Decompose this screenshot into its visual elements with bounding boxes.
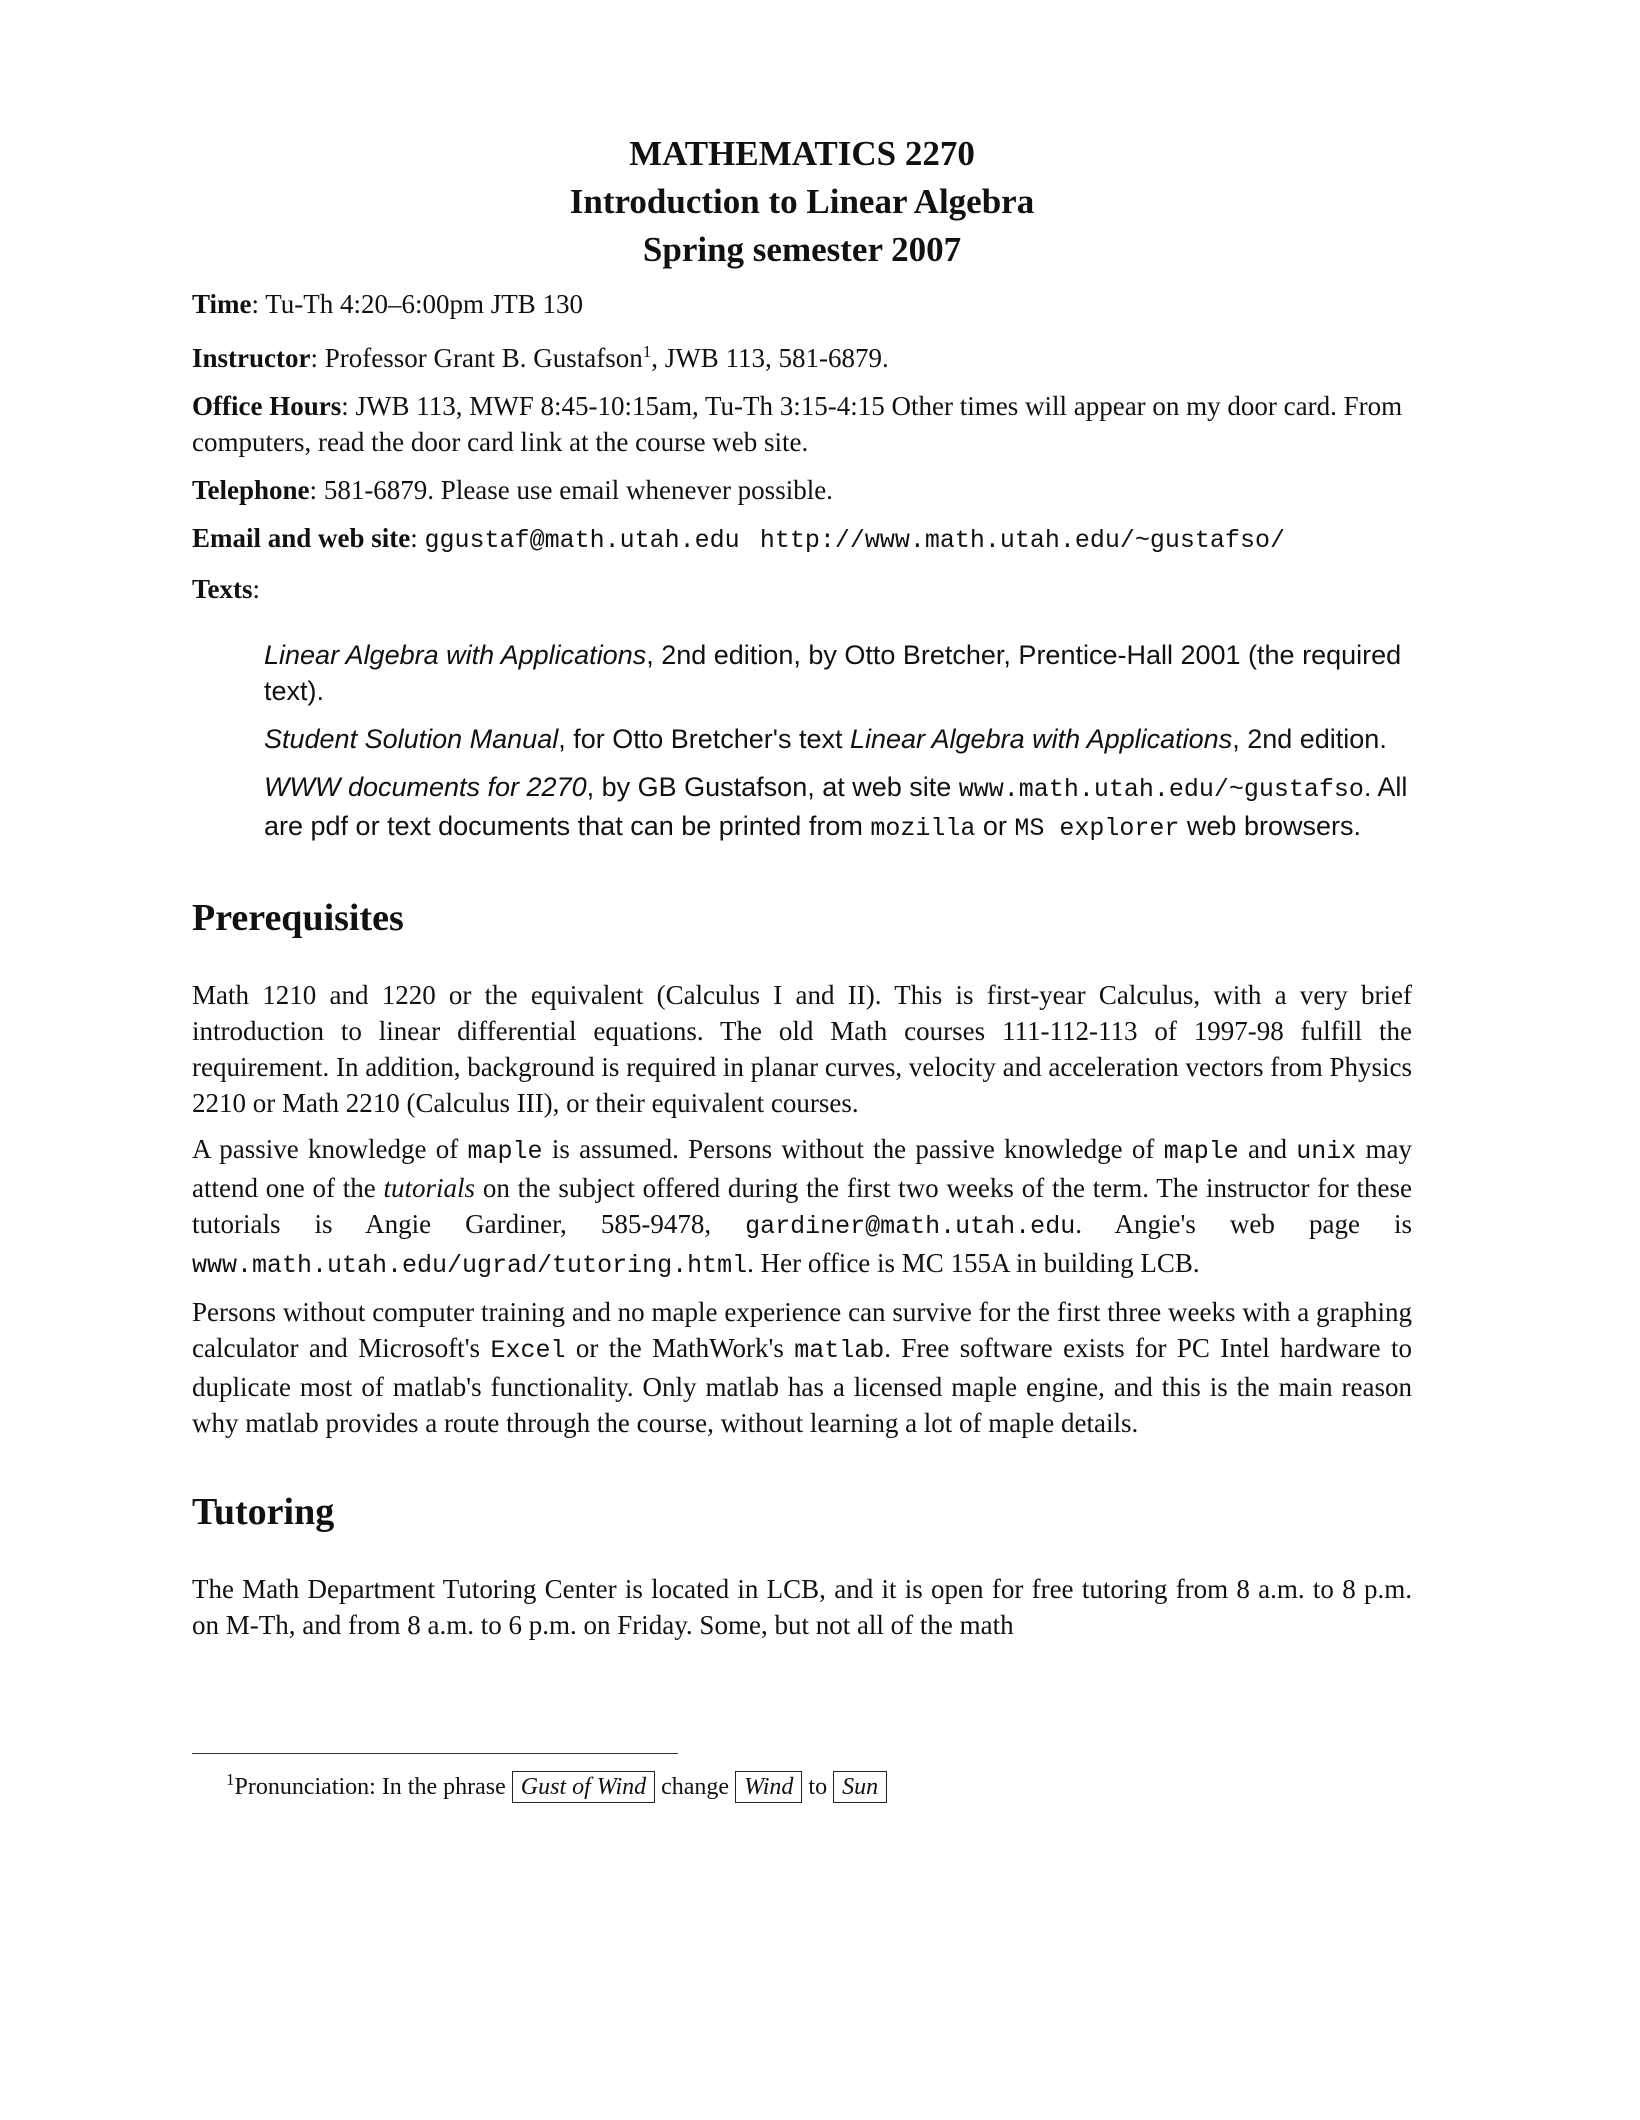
prerequisites-heading: Prerequisites [192,897,404,939]
book-details: or [975,811,1015,841]
book-title: Linear Algebra with Applications [264,640,647,670]
website-link[interactable]: http://www.math.utah.edu/~gustafso/ [759,526,1285,555]
book-details: . All are pdf or text documents that can be printed from [264,772,1408,841]
text-item-1 [264,637,1412,709]
tutoring-paragraph: The Math Department Tutoring Center is located in LCB, and it is open for free tutoring from 8 a.m. to 8 p.m. on M-Th, and from 8 a.m. to 6 p.m. on Friday. Some, but not all of the math [192,1574,1412,1640]
text-run: . Free software exists for PC Intel hardware to duplicate most of matlab's functionality. Only matlab has a licensed maple engine, and this is the main reason why matlab provides a route through the course, without learning a lot of maple details. [192,1333,1412,1438]
boxed-word: Sun [833,1771,887,1803]
tutoring-page-link[interactable]: www.math.utah.edu/ugrad/tutoring.html [192,1251,748,1280]
footnote-divider [192,1753,678,1754]
telephone-value: 581-6879. Please use email whenever possible. [323,475,833,505]
emphasis: tutorials [383,1173,476,1203]
code-term: maple [1163,1137,1239,1166]
email-link[interactable]: ggustaf@math.utah.edu [424,526,740,555]
telephone-field: Telephone: 581-6879. Please use email whenever possible. [192,475,833,505]
text-run: and [1238,1134,1297,1164]
browser-name: mozilla [870,814,976,843]
code-term: maple [467,1137,543,1166]
footnote [226,1762,887,1805]
texts-list [264,637,1412,847]
prereq-paragraph-2 [192,1131,1412,1284]
boxed-word: Wind [735,1771,802,1803]
book-title: WWW documents for 2270 [264,772,587,802]
email-web-label: Email and web site [192,523,411,553]
code-term: Excel [490,1336,566,1365]
email-web-field: Email and web site: ggustaf@math.utah.edu http://www.math.utah.edu/~gustafso/ [192,523,1285,555]
texts-field: Texts: [192,574,261,604]
course-site-link[interactable]: www.math.utah.edu/~gustafso [958,775,1364,804]
time-label: Time [192,289,252,319]
book-details: , for Otto Bretcher's text [558,724,850,754]
time-value: Tu-Th 4:20–6:00pm JTB 130 [265,289,584,319]
text-run: on the subject offered during the first two weeks of the term. The instructor for these tutorials is Angie Gardiner, 585-9478, [192,1173,1412,1239]
prereq-paragraph-1: Math 1210 and 1220 or the equivalent (Calculus I and II). This is first-year Calculus, with a very brief introduction to linear differential equations. The old Math courses 111-112-113 of 1997-98 fulfill the requirement. In addition, background is required in planar curves, velocity and acceleration vectors from Physics 2210 or Math 2210 (Calculus III), or their equivalent courses. [192,980,1412,1118]
semester: Spring semester 2007 [642,230,962,269]
time-field: Time: Tu-Th 4:20–6:00pm JTB 130 [192,289,584,319]
office-hours-field: Office Hours: JWB 113, MWF 8:45-10:15am, Tu-Th 3:15-4:15 Other times will appear on my door card. From computers, read the door card link at the course web site. [192,391,1403,457]
footnote-ref: 1 [642,342,652,361]
course-title: Introduction to Linear Algebra [569,182,1035,221]
book-details: web browsers. [1179,811,1361,841]
text-run: . Her office is MC 155A in building LCB. [747,1248,1200,1278]
instructor-label: Instructor [192,343,311,373]
book-details: , 2nd edition, by Otto Bretcher, Prentice-Hall 2001 (the required text). [264,640,1402,706]
browser-name: MS explorer [1014,814,1180,843]
code-term: unix [1296,1137,1357,1166]
instructor-field: Instructor: Professor Grant B. Gustafson$^1$, JWB 113, 581-6879. [192,342,889,373]
text-item-3 [264,769,1412,847]
book-details: , by GB Gustafson, at web site [586,772,959,802]
text-item-2 [264,721,1412,757]
tutor-email-link[interactable]: gardiner@math.utah.edu [745,1212,1076,1241]
code-term: matlab [794,1336,885,1365]
text-run: or the MathWork's [565,1333,795,1363]
footnote-text: to [802,1774,834,1800]
office-hours-label: Office Hours [192,391,342,421]
course-number: MATHEMATICS 2270 [629,134,975,173]
book-title: Student Solution Manual [264,724,559,754]
text-run: may attend one of the [192,1134,1413,1203]
text-run: A passive knowledge of [192,1134,468,1164]
footnote-mark: 1 [226,1770,235,1789]
instructor-details: , JWB 113, 581-6879. [651,343,889,373]
prereq-paragraph-3 [192,1294,1412,1441]
footnote-text: change [655,1774,736,1800]
telephone-label: Telephone [192,475,310,505]
document-page [192,130,1412,1653]
texts-label: Texts [192,574,253,604]
instructor-name: Professor Grant B. Gustafson [324,343,643,373]
footnote-text: Pronunciation: In the phrase [234,1774,512,1800]
book-details: , 2nd edition. [1232,724,1387,754]
office-hours-value: JWB 113, MWF 8:45-10:15am, Tu-Th 3:15-4:15 Other times will appear on my door card. From computers, read the door card link at the course web site. [192,391,1403,457]
text-run: . Angie's web page is [1075,1209,1413,1239]
book-title: Linear Algebra with Applications [849,724,1233,754]
tutoring-heading: Tutoring [192,1491,335,1533]
boxed-phrase: Gust of Wind [512,1771,655,1803]
text-run: is assumed. Persons without the passive knowledge of [542,1134,1164,1164]
text-run: Persons without computer training and no maple experience can survive for the first three weeks with a graphing calculator and Microsoft's [192,1297,1412,1363]
